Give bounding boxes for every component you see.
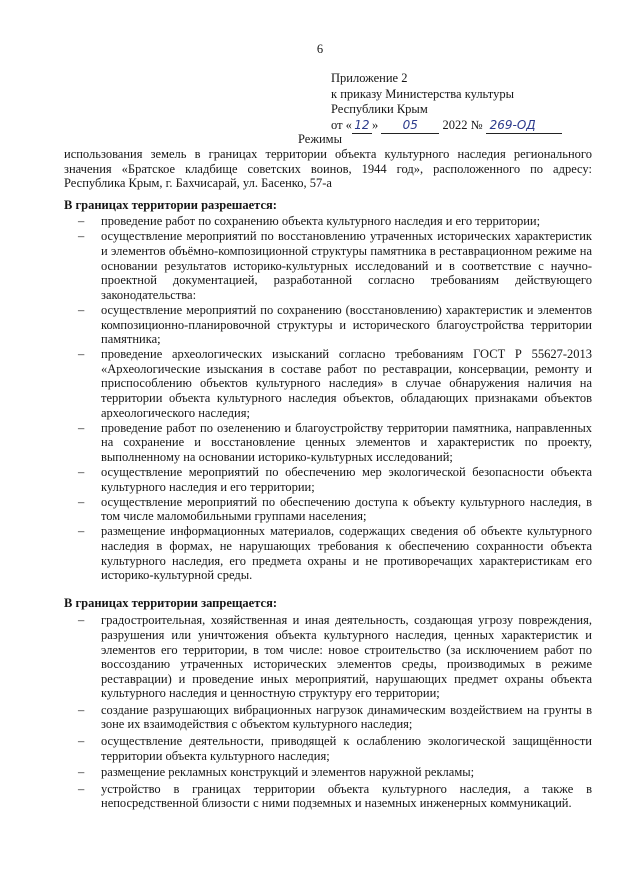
document-body: [64, 147, 592, 813]
document-title: Режимы: [298, 132, 342, 146]
appendix-line-2: к приказу Министерства культуры: [331, 86, 514, 101]
order-prefix: от «: [331, 117, 352, 132]
list-item: – осуществление мероприятий по обеспечению доступа к объекту культурного наследия, в том числе маломобильными группами населения;: [78, 494, 592, 524]
dash-marker: –: [78, 765, 85, 780]
order-number-handwritten: 269-ОД: [486, 118, 562, 135]
prohibited-heading: В границах территории запрещается:: [64, 595, 278, 610]
list-item: – градостроительная, хозяйственная и иная деятельность, создающая угрозу повреждения, разрушения или уничтожения объекта культурного наследия, ценных характеристик и элементов его территории, в том числе: новое строительство (за исключением работ по воссозданию утраченных исторических элементов среды, производимых в режиме реставрации) и проведение иных мероприятий, нарушающих предмет охраны объекта культурного наследия и ценностную структуру его территории;: [78, 613, 592, 701]
list-item: – осуществление мероприятий по обеспечению мер экологической безопасности объекта культурного наследия и его территории;: [78, 464, 592, 494]
dash-marker: –: [78, 613, 85, 628]
list-item: – проведение работ по сохранению объекта культурного наследия и его территории;: [78, 214, 541, 229]
list-item: – осуществление деятельности, приводящей к ослаблению экологической защищённости территории объекта культурного наследия;: [78, 734, 592, 763]
list-item: – размещение информационных материалов, содержащих сведения об объекте культурного наследия в формах, не нарушающих требования к обеспечению сохранности объекта культурного наследия, его предмета охраны и не противоречащих характеристикам его историко-культурной среды.: [78, 524, 592, 583]
dash-marker: –: [78, 347, 85, 362]
list-item: – устройство в границах территории объекта культурного наследия, а также в непосредственной близости с ними подземных и наземных инженерных коммуникаций.: [78, 781, 592, 811]
list-item: – осуществление мероприятий по восстановлению утраченных исторических характеристик и элементов объёмно-композиционной структуры памятника в реставрационном режиме на основании результатов историко-культурных исследований и в соответствие с научно-проектной документацией, разработанной согласно требованиям действующего законодательства:: [78, 229, 592, 302]
order-mid: »: [371, 117, 379, 132]
dash-marker: –: [78, 420, 85, 435]
dash-marker: –: [78, 464, 85, 479]
allowed-heading: В границах территории разрешается:: [64, 197, 277, 212]
appendix-line-3: Республики Крым: [331, 102, 428, 116]
page-number: 6: [316, 42, 324, 56]
dash-marker: –: [78, 734, 85, 749]
dash-marker: –: [78, 781, 85, 796]
list-item: – осуществление мероприятий по сохранению (восстановлению) характеристик и элементов композиционно-планировочной структуры и исторического благоустройства территории памятника;: [78, 302, 592, 347]
dash-marker: –: [78, 702, 85, 717]
dash-marker: –: [78, 494, 85, 509]
dash-marker: –: [78, 302, 85, 317]
order-year: 2022 №: [442, 117, 483, 132]
list-item: – создание разрушающих вибрационных нагрузок динамическим воздействием на грунты в зоне их взаимодействия с объектом культурного наследия;: [78, 702, 592, 732]
list-item: – размещение рекламных конструкций и элементов наружной рекламы;: [78, 765, 475, 780]
order-day-handwritten: 12: [352, 118, 372, 135]
list-item: – проведение археологических изысканий согласно требованиям ГОСТ Р 55627-2013 «Археологические изыскания в составе работ по реставрации, консервации, ремонту и приспособлению объектов культурного наследия» в случае обнаружения наличия на территории объекта культурного наследия объектов, обладающих признаками объектов археологического наследия;: [78, 347, 592, 420]
appendix-header: [331, 71, 562, 134]
document-subtitle: использования земель в границах территории объекта культурного наследия регионального значения «Братское кладбище советских воинов, 1944 год», расположенного по адресу: Республика Крым, г. Бахчисарай, ул. Басенко, 57-а: [64, 147, 592, 191]
dash-marker: –: [78, 214, 85, 229]
list-item: – проведение работ по озеленению и благоустройству территории памятника, направленных на сохранение и восстановление ценных элементов и характеристик по проекту, выполненному на основании историко-культурных исследований;: [78, 420, 592, 464]
order-month-handwritten: 05: [381, 118, 439, 135]
dash-marker: –: [78, 229, 85, 244]
allowed-list: [64, 214, 592, 582]
dash-marker: –: [78, 524, 85, 539]
prohibited-list: [64, 613, 592, 811]
appendix-line-1: Приложение 2: [331, 71, 408, 85]
